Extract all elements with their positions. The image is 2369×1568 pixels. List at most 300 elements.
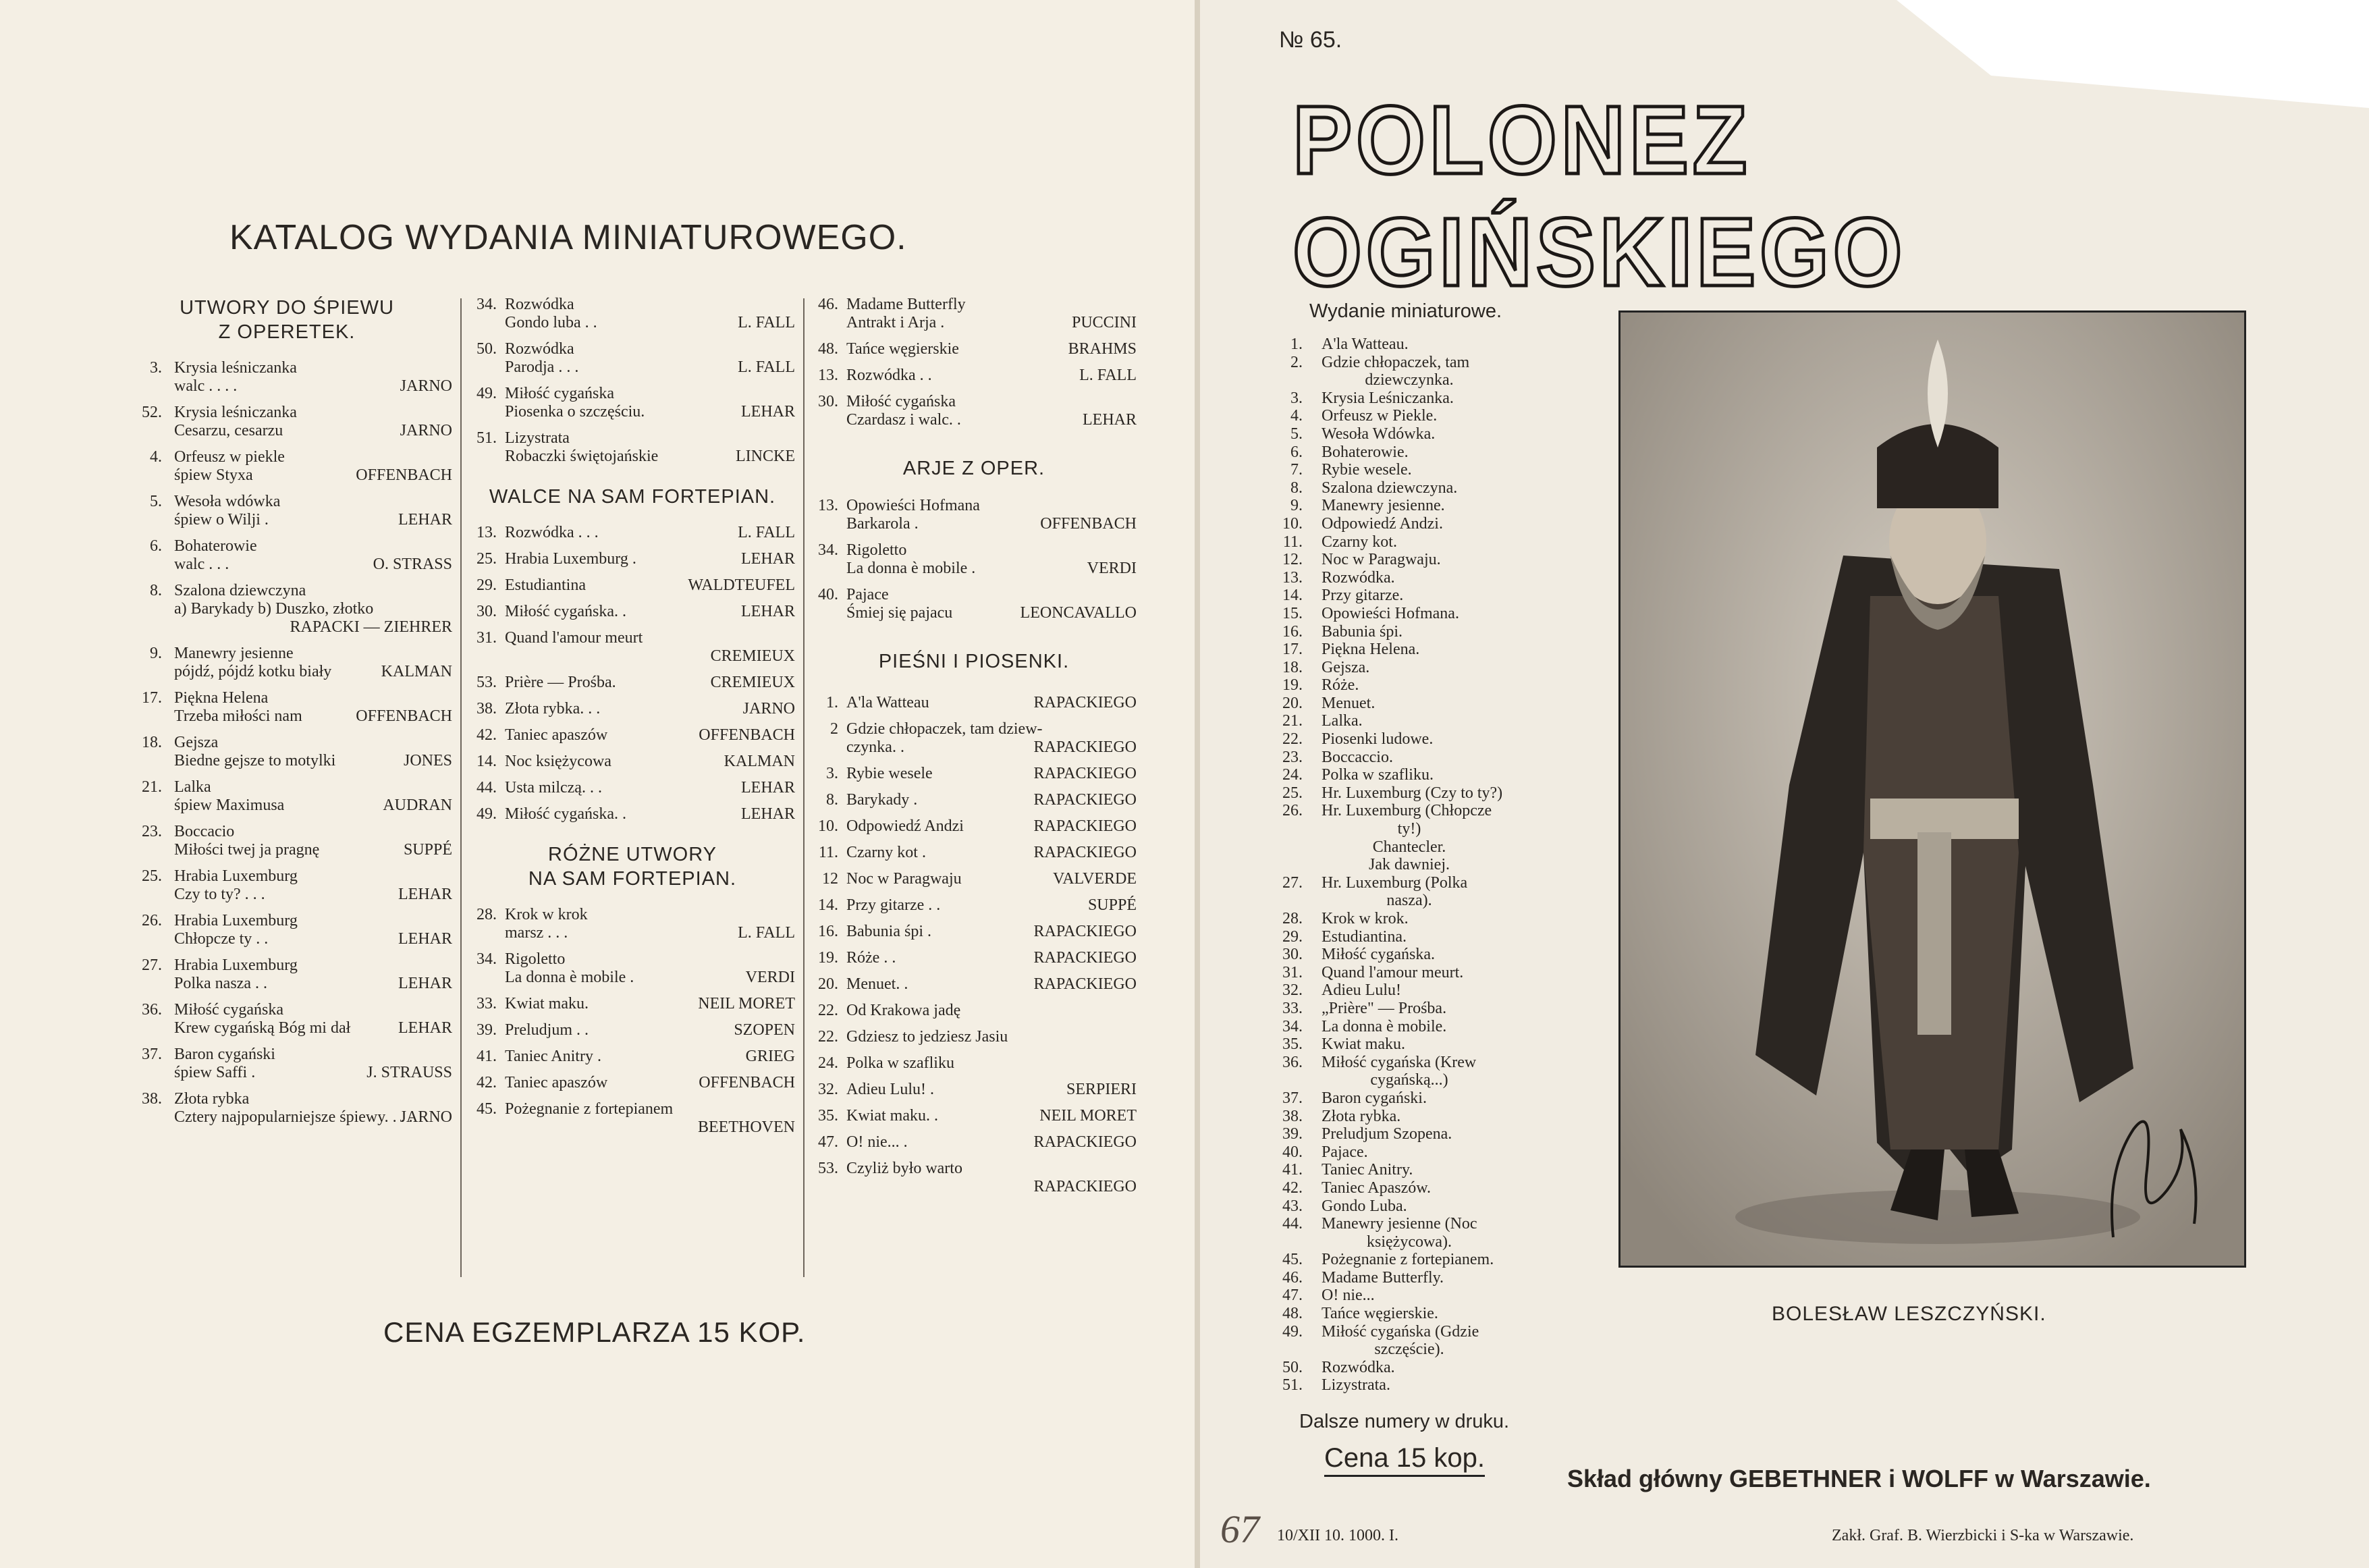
entry-number: 16.	[818, 923, 838, 940]
item-number: 14.	[1282, 587, 1303, 605]
miniature-list-item	[1262, 623, 1573, 641]
entry-subtitle: Antrakt i Arja .	[846, 314, 945, 331]
entry-title: Taniec apaszów	[505, 726, 608, 744]
entry-number: 33.	[476, 995, 497, 1012]
entry-number: 14.	[476, 753, 497, 770]
miniature-list-item	[1262, 1287, 1573, 1305]
entry-title: Bohaterowie	[174, 537, 257, 555]
publisher-line	[1567, 1465, 2151, 1493]
item-title: Przy gitarze.	[1322, 587, 1404, 605]
entry-composer: RAPACKI — ZIEHRER	[290, 618, 452, 636]
catalog-column-operettas	[121, 296, 452, 1135]
entry-composer: J. STRAUSS	[366, 1064, 452, 1081]
entry-composer: RAPACKIEGO	[1033, 791, 1137, 809]
entry-subtitle: Trzeba miłości nam	[174, 707, 302, 725]
item-title: Manewry jesienne.	[1322, 497, 1445, 515]
item-number: 42.	[1282, 1179, 1303, 1197]
item-title: Bohaterowie.	[1322, 443, 1409, 461]
item-title: Rybie wesele.	[1322, 461, 1412, 479]
miniature-list-item	[1262, 964, 1573, 982]
item-number: 7.	[1290, 461, 1303, 479]
catalog-entry	[811, 541, 1137, 578]
entry-number: 30.	[818, 393, 838, 410]
catalog-entry	[121, 956, 452, 993]
entry-subtitle: czynka. .	[846, 738, 904, 756]
catalog-entry	[121, 645, 452, 681]
entry-title: Piękna Helena	[174, 689, 269, 707]
entry-number: 23.	[142, 823, 162, 840]
entry-number: 52.	[142, 404, 162, 421]
entry-number: 1.	[826, 694, 838, 711]
item-number: 37.	[1282, 1089, 1303, 1107]
item-title: Krysia Leśniczanka.	[1322, 389, 1454, 407]
entry-title: Miłość cygańska. .	[505, 603, 626, 620]
catalog-entry	[121, 823, 452, 859]
item-title: Piosenki ludowe.	[1322, 730, 1434, 749]
miniature-list-item	[1262, 641, 1573, 659]
item-title: Krok w krok.	[1322, 910, 1409, 927]
catalog-entry	[811, 765, 1137, 783]
entry-composer: L. FALL	[738, 314, 795, 331]
item-number: 47.	[1282, 1287, 1303, 1305]
entry-number: 9.	[150, 645, 162, 662]
item-title: Chantecler.	[1372, 838, 1446, 856]
item-number: 6.	[1290, 443, 1303, 461]
item-title: cygańską...)	[1370, 1071, 1448, 1089]
entry-composer: JONES	[403, 752, 452, 769]
catalog-price: CENA EGZEMPLARZA 15 KOP.	[383, 1316, 806, 1348]
item-number: 3.	[1290, 389, 1303, 407]
item-number: 9.	[1290, 497, 1303, 515]
entry-composer: KALMAN	[381, 663, 452, 680]
catalog-entry	[811, 1081, 1137, 1099]
catalog-entry	[470, 1021, 795, 1039]
miniature-list-item	[1262, 1143, 1573, 1162]
item-number: 33.	[1282, 999, 1303, 1017]
entry-subtitle: Czy to ty? . . .	[174, 886, 265, 903]
entry-composer: RAPACKIEGO	[1033, 975, 1137, 993]
entry-composer: SUPPÉ	[1087, 896, 1137, 914]
miniature-list-item	[1262, 551, 1573, 569]
entry-title: O! nie... .	[846, 1133, 908, 1151]
section-heading: RÓŻNE UTWORY NA SAM FORTEPIAN.	[528, 844, 737, 890]
entry-title: Barykady .	[846, 791, 918, 809]
entry-title: Kwiat maku.	[505, 995, 589, 1012]
miniature-list	[1262, 335, 1573, 1395]
entry-title: Hrabia Luxemburg	[174, 912, 298, 929]
entry-title: Krok w krok	[505, 906, 588, 923]
catalog-entry	[121, 359, 452, 396]
entry-title: A'la Watteau	[846, 694, 929, 711]
item-number: 38.	[1282, 1107, 1303, 1125]
entry-number: 32.	[818, 1081, 838, 1098]
item-title: Manewry jesienne (Noc	[1322, 1215, 1477, 1233]
item-number: 49.	[1282, 1322, 1303, 1341]
entry-composer: AUDRAN	[383, 796, 452, 814]
entry-title: Boccacio	[174, 823, 235, 840]
entry-subtitle: walc . . . .	[174, 377, 238, 395]
item-number: 50.	[1282, 1358, 1303, 1376]
autograph-signature	[2093, 1089, 2228, 1258]
entry-composer: OFFENBACH	[699, 1074, 795, 1091]
section-heading: WALCE NA SAM FORTEPIAN.	[489, 486, 776, 508]
item-title: Boccaccio.	[1322, 748, 1393, 766]
miniature-list-item	[1262, 1161, 1573, 1179]
miniature-list-item	[1262, 497, 1573, 515]
miniature-list-item	[1262, 479, 1573, 497]
entry-number: 19.	[818, 949, 838, 967]
item-number: 32.	[1282, 981, 1303, 1000]
entry-composer: SZOPEN	[734, 1021, 795, 1039]
item-number: 43.	[1282, 1197, 1303, 1215]
item-title: Lizystrata.	[1322, 1376, 1390, 1395]
entry-title: Rozwódka . .	[846, 367, 932, 384]
entry-number: 29.	[476, 576, 497, 594]
entry-composer: SERPIERI	[1066, 1081, 1137, 1098]
miniature-list-item	[1262, 425, 1573, 443]
item-number: 4.	[1290, 407, 1303, 425]
portrait-photo	[1618, 310, 2246, 1268]
item-number: 12.	[1282, 551, 1303, 569]
catalog-entry	[470, 726, 795, 745]
entry-composer: RAPACKIEGO	[1033, 738, 1137, 756]
entry-number: 44.	[476, 779, 497, 796]
miniature-list-item	[1262, 533, 1573, 551]
entry-title: Wesoła wdówka	[174, 493, 281, 510]
entry-number: 25.	[476, 550, 497, 568]
entry-title: Opowieści Hofmana	[846, 497, 980, 514]
entry-list	[470, 906, 795, 1137]
item-title: Czarny kot.	[1322, 533, 1397, 551]
entry-subtitle: Polka nasza . .	[174, 975, 267, 992]
catalog-entry	[811, 896, 1137, 915]
entry-title: Odpowiedź Andzi	[846, 817, 964, 835]
item-title: Baron cygański.	[1322, 1089, 1427, 1107]
miniature-list-item	[1262, 354, 1573, 372]
handwritten-number: 67	[1220, 1507, 1259, 1551]
miniature-list-item	[1262, 1125, 1573, 1143]
entry-subtitle: Gondo luba . .	[505, 314, 597, 331]
entry-number: 8.	[826, 791, 838, 809]
entry-number: 45.	[476, 1100, 497, 1118]
item-number: 30.	[1282, 946, 1303, 964]
catalog-entry	[811, 296, 1137, 332]
entry-composer: NEIL MORET	[1039, 1107, 1137, 1125]
catalog-entry	[811, 1028, 1137, 1046]
entry-number: 38.	[476, 700, 497, 718]
catalog-entry	[470, 340, 795, 377]
entry-subtitle: śpiew o Wilji .	[174, 511, 269, 529]
entry-list	[811, 497, 1137, 622]
entry-title: Miłość cygańska	[505, 385, 614, 402]
item-number: 20.	[1282, 694, 1303, 712]
entry-title: Taniec apaszów	[505, 1074, 608, 1091]
item-title: Wesoła Wdówka.	[1322, 425, 1436, 443]
entry-number: 25.	[142, 867, 162, 885]
entry-subtitle: śpiew Maximusa	[174, 796, 285, 814]
miniature-list-item	[1262, 1054, 1573, 1072]
miniature-list-item	[1262, 1269, 1573, 1287]
item-title: Piękna Helena.	[1322, 641, 1420, 659]
miniature-list-item	[1262, 1089, 1573, 1108]
entry-composer: LINCKE	[736, 448, 795, 465]
entry-title: Złota rybka	[174, 1090, 250, 1108]
item-title: księżycowa).	[1367, 1233, 1452, 1251]
entry-number: 4.	[150, 448, 162, 466]
item-number: 24.	[1282, 766, 1303, 784]
entry-number: 53.	[476, 674, 497, 691]
entry-composer: OFFENBACH	[356, 707, 452, 725]
column-divider	[803, 298, 805, 1277]
entry-composer: JARNO	[400, 377, 452, 395]
entry-number: 42.	[476, 726, 497, 744]
catalog-entry	[811, 949, 1137, 967]
item-title: Quand l'amour meurt.	[1322, 963, 1464, 981]
entry-title: Madame Butterfly	[846, 296, 966, 313]
entry-composer: KALMAN	[724, 753, 795, 770]
miniature-list-item	[1262, 676, 1573, 695]
item-title: Złota rybka.	[1322, 1107, 1401, 1125]
entry-composer: RAPACKIEGO	[1033, 1178, 1137, 1195]
entry-subtitle: Miłości twej ja pragnę	[174, 841, 320, 859]
entry-number: 27.	[142, 956, 162, 974]
item-title: Orfeusz w Piekle.	[1322, 407, 1438, 425]
item-title: Pajace.	[1322, 1143, 1368, 1161]
entry-composer: LEHAR	[398, 886, 452, 903]
item-title: Rozwódka.	[1322, 1358, 1395, 1376]
catalog-entry	[121, 734, 452, 770]
item-number: 16.	[1282, 622, 1303, 641]
entry-composer: O. STRASS	[373, 556, 452, 573]
catalog-entry	[121, 778, 452, 815]
entry-title: Gdzie chłopaczek, tam dziew-	[846, 720, 1043, 738]
entry-composer: VALVERDE	[1052, 870, 1137, 888]
entry-composer: JARNO	[742, 700, 795, 718]
entry-composer: OFFENBACH	[356, 466, 452, 484]
entry-number: 49.	[476, 385, 497, 402]
miniature-list-item	[1262, 1108, 1573, 1126]
item-title: Taniec Anitry.	[1322, 1161, 1413, 1179]
item-title: szczęście).	[1374, 1341, 1444, 1359]
entry-composer: VERDI	[1087, 560, 1137, 577]
section-heading: ARJE Z OPER.	[902, 458, 1045, 479]
entry-title: Pajace	[846, 586, 889, 603]
catalog-entry	[811, 720, 1137, 757]
entry-number: 46.	[818, 296, 838, 313]
printer-imprint: Zakł. Graf. B. Wierzbicki i S-ka w Warszawie.	[1832, 1527, 2134, 1544]
entry-list	[470, 524, 795, 823]
miniature-list-item	[1262, 569, 1573, 587]
item-title: Gdzie chłopaczek, tam	[1322, 353, 1470, 371]
entry-composer: RAPACKIEGO	[1033, 949, 1137, 967]
cover-title: POLONEZ OGIŃSKIEGO	[1292, 86, 1907, 306]
item-number: 15.	[1282, 604, 1303, 622]
item-title: Hr. Luxemburg (Chłopcze	[1322, 802, 1492, 820]
item-number: 51.	[1282, 1376, 1303, 1395]
entry-title: Menuet. .	[846, 975, 908, 993]
item-title: Gondo Luba.	[1322, 1197, 1407, 1215]
entry-title: Rigoletto	[505, 950, 566, 968]
catalog-entry	[811, 393, 1137, 429]
miniature-list-item	[1262, 946, 1573, 964]
entry-title: Hrabia Luxemburg	[174, 867, 298, 885]
entry-composer: LEHAR	[398, 1019, 452, 1037]
column-divider	[460, 298, 462, 1277]
entry-subtitle: Chłopcze ty . .	[174, 930, 269, 948]
catalog-entry	[470, 950, 795, 987]
entry-title: Hrabia Luxemburg .	[505, 550, 636, 568]
entry-composer: BEETHOVEN	[698, 1118, 795, 1136]
miniature-list-item	[1262, 712, 1573, 730]
miniature-list-item	[1262, 515, 1573, 533]
entry-title: Róże . .	[846, 949, 896, 967]
entry-title: Baron cygański	[174, 1046, 275, 1063]
catalog-entry	[121, 404, 452, 440]
catalog-entry	[121, 912, 452, 948]
entry-composer: BRAHMS	[1068, 340, 1137, 358]
more-in-print-note: Dalsze numery w druku.	[1299, 1411, 1510, 1432]
entry-composer: RAPACKIEGO	[1033, 817, 1137, 835]
entry-number: 8.	[150, 582, 162, 599]
entry-number: 41.	[476, 1048, 497, 1065]
entry-number: 2	[830, 720, 838, 738]
entry-number: 40.	[818, 586, 838, 603]
catalog-entry	[121, 1090, 452, 1127]
entry-list	[811, 694, 1137, 1196]
miniature-list-item	[1262, 1000, 1573, 1018]
item-title: O! nie...	[1322, 1287, 1375, 1305]
entry-composer: JARNO	[400, 1108, 452, 1126]
entry-title: Taniec Anitry .	[505, 1048, 601, 1065]
item-title: ty!)	[1397, 820, 1421, 838]
entry-number: 36.	[142, 1001, 162, 1019]
miniature-list-item	[1262, 605, 1573, 623]
entry-number: 3.	[150, 359, 162, 377]
miniature-list-item	[1262, 981, 1573, 1000]
entry-composer: L. FALL	[738, 524, 795, 541]
entry-number: 26.	[142, 912, 162, 929]
item-number: 27.	[1282, 873, 1303, 892]
item-title: Babunia śpi.	[1322, 622, 1403, 641]
item-number: 26.	[1282, 802, 1303, 820]
photo-caption: BOLESŁAW LESZCZYŃSKI.	[1772, 1303, 2046, 1325]
entry-number: 34.	[818, 541, 838, 559]
entry-list	[121, 359, 452, 1127]
miniature-list-item	[1262, 1215, 1573, 1233]
entry-number: 42.	[476, 1074, 497, 1091]
miniature-list-item	[1262, 389, 1573, 408]
entry-title: Rybie wesele	[846, 765, 933, 782]
item-title: dziewczynka.	[1365, 371, 1454, 389]
entry-number: 38.	[142, 1090, 162, 1108]
miniature-list-item	[1262, 892, 1573, 910]
item-number: 29.	[1282, 927, 1303, 946]
entry-composer: GRIEG	[745, 1048, 795, 1065]
entry-title: Hrabia Luxemburg	[174, 956, 298, 974]
entry-title: Kwiat maku. .	[846, 1107, 938, 1125]
catalog-entry	[470, 524, 795, 542]
catalog-entry	[470, 906, 795, 942]
entry-title: Krysia leśniczanka	[174, 404, 297, 421]
item-title: Taniec Apaszów.	[1322, 1179, 1432, 1197]
entry-title: Estudiantina	[505, 576, 586, 594]
item-number: 39.	[1282, 1125, 1303, 1143]
entry-subtitle: Cesarzu, cesarzu	[174, 422, 283, 439]
entry-composer: WALDTEUFEL	[688, 576, 795, 594]
entry-composer: CREMIEUX	[710, 647, 795, 665]
catalog-entry	[811, 1107, 1137, 1125]
item-title: Jak dawniej.	[1369, 856, 1450, 874]
catalog-entry	[470, 296, 795, 332]
entry-title: Rozwódka	[505, 340, 574, 358]
entry-composer: RAPACKIEGO	[1033, 923, 1137, 940]
item-number: 40.	[1282, 1143, 1303, 1161]
entry-composer: VERDI	[745, 969, 795, 986]
entry-composer: PUCCINI	[1071, 314, 1137, 331]
entry-composer: NEIL MORET	[698, 995, 795, 1012]
item-number: 17.	[1282, 641, 1303, 659]
miniature-list-item	[1262, 1341, 1573, 1359]
item-number: 22.	[1282, 730, 1303, 749]
catalog-entry	[470, 429, 795, 466]
entry-subtitle: Czardasz i walc. .	[846, 411, 961, 429]
catalog-entry	[811, 1133, 1137, 1152]
catalog-entry	[811, 817, 1137, 836]
catalog-entry	[811, 340, 1137, 358]
item-number: 46.	[1282, 1268, 1303, 1287]
item-title: La donna è mobile.	[1322, 1017, 1447, 1035]
miniature-list-item	[1262, 749, 1573, 767]
item-number: 28.	[1282, 910, 1303, 927]
entry-subtitle: a) Barykady b) Duszko, złotko	[174, 600, 374, 618]
miniature-list-item	[1262, 461, 1573, 479]
item-number: 2.	[1290, 353, 1303, 371]
entry-title: Noc w Paragwaju	[846, 870, 962, 888]
entry-number: 51.	[476, 429, 497, 447]
page-fold	[1195, 0, 1200, 1568]
item-title: Gejsza.	[1322, 658, 1370, 676]
item-number: 25.	[1282, 784, 1303, 802]
publisher-prefix: Skład główny	[1567, 1465, 1730, 1492]
item-title: Róże.	[1322, 676, 1359, 695]
entry-number: 24.	[818, 1054, 838, 1072]
entry-number: 37.	[142, 1046, 162, 1063]
entry-subtitle: Robaczki świętojańskie	[505, 448, 659, 465]
miniature-list-item	[1262, 874, 1573, 892]
entry-subtitle: La donna è mobile .	[846, 560, 976, 577]
entry-number: 35.	[818, 1107, 838, 1125]
entry-title: Miłość cygańska	[846, 393, 956, 410]
item-title: Hr. Luxemburg (Polka	[1322, 873, 1468, 892]
miniature-list-item	[1262, 766, 1573, 784]
item-title: Pożegnanie z fortepianem.	[1322, 1251, 1494, 1269]
section-heading: UTWORY DO ŚPIEWU Z OPERETEK.	[180, 297, 394, 343]
entry-number: 34.	[476, 296, 497, 313]
catalog-entry	[470, 1048, 795, 1066]
entry-title: Złota rybka. . .	[505, 700, 601, 718]
item-title: nasza).	[1386, 892, 1432, 910]
entry-subtitle: marsz . . .	[505, 924, 568, 942]
item-title: A'la Watteau.	[1322, 335, 1409, 353]
entry-composer: L. FALL	[738, 924, 795, 942]
entry-title: Noc księżycowa	[505, 753, 611, 770]
miniature-list-item	[1262, 1233, 1573, 1251]
section-heading: PIEŚNI I PIOSENKI.	[878, 651, 1070, 672]
catalog-entry	[470, 550, 795, 568]
miniature-list-item	[1262, 659, 1573, 677]
entry-title: Czarny kot .	[846, 844, 926, 861]
item-number: 23.	[1282, 748, 1303, 766]
